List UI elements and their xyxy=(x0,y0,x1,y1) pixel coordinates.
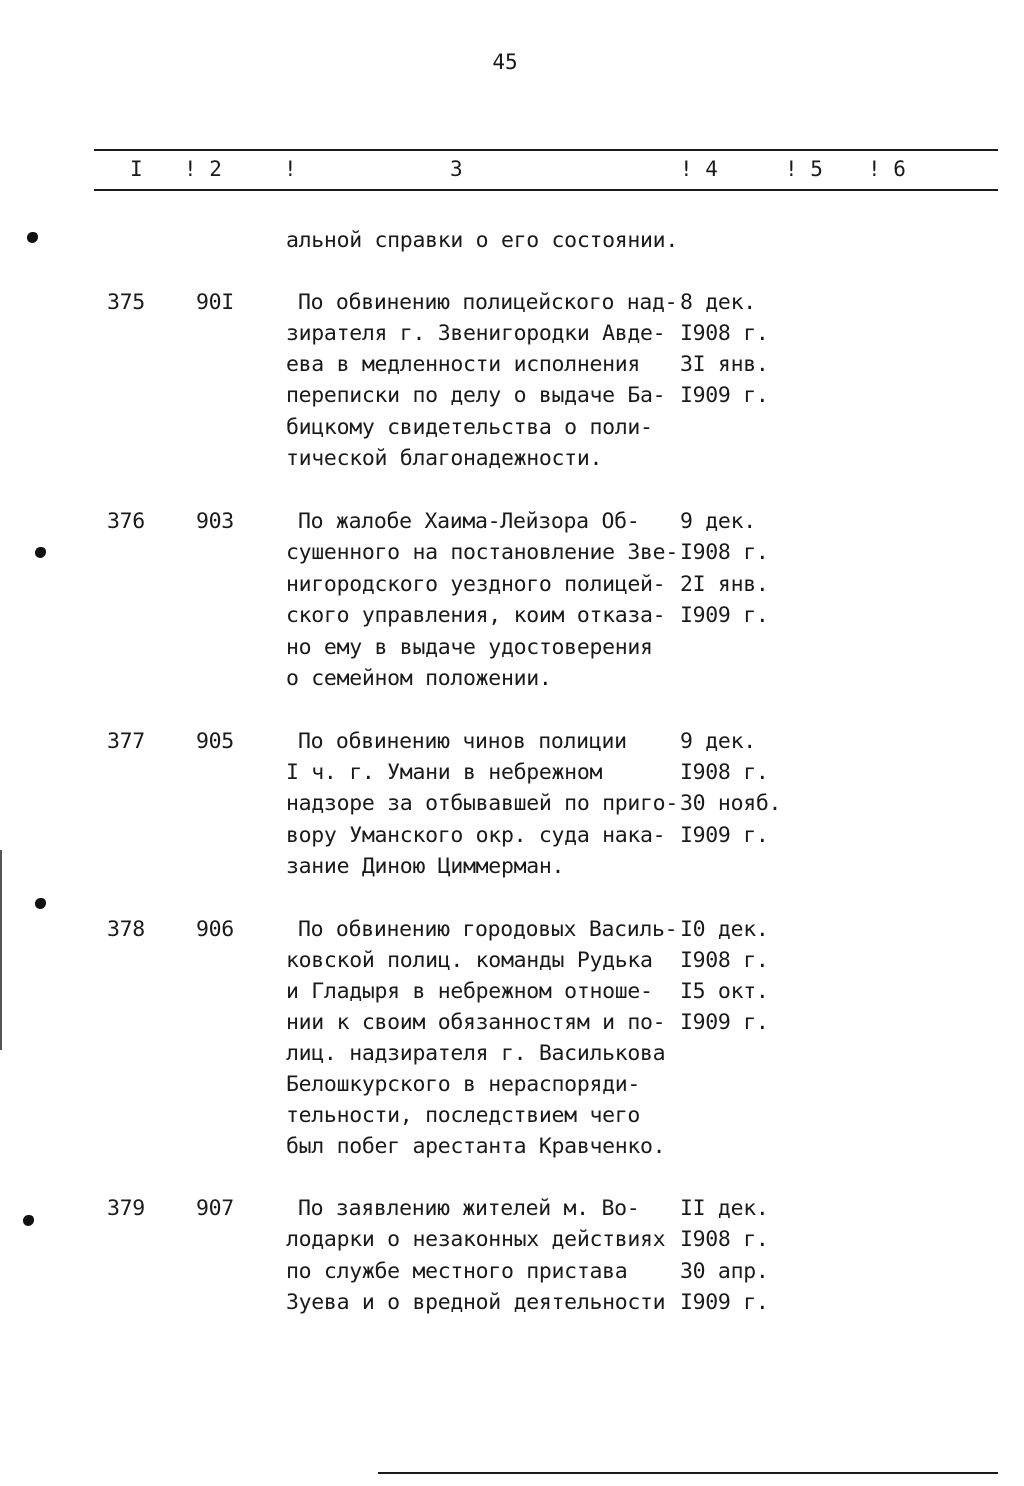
entry-number: 379 xyxy=(107,1196,145,1221)
bottom-rule xyxy=(378,1472,998,1474)
entry-text-line: сушенного на постановление Зве- xyxy=(286,540,678,565)
entry-text-line: лиц. надзирателя г. Василькова xyxy=(286,1041,666,1066)
entry-text-line: и Гладыря в небрежном отноше- xyxy=(286,979,653,1004)
entry-text-line: но ему в выдаче удостоверения xyxy=(286,635,653,660)
continuation-text: альной справки о его состоянии. xyxy=(286,228,678,253)
entry-text-line: Белошкурского в нераспоряди- xyxy=(286,1072,641,1097)
entry-number: 376 xyxy=(107,509,145,534)
entry-number: 375 xyxy=(107,290,145,315)
entry-text-line: переписки по делу о выдаче Ба- xyxy=(286,383,666,408)
header-col-5: ! 5 xyxy=(785,157,823,181)
case-number: 906 xyxy=(196,917,234,942)
entry-text-line: зирателя г. Звенигородки Авде- xyxy=(286,321,666,346)
entry-date: II дек. xyxy=(680,1196,769,1221)
entry-text-line: о семейном положении. xyxy=(286,666,552,691)
entry-text-line: был побег арестанта Кравченко. xyxy=(286,1134,666,1159)
header-col-3-separator: ! xyxy=(284,157,297,181)
punch-hole-mark xyxy=(23,1215,34,1226)
entry-text-line: Зуева и о вредной деятельности xyxy=(286,1290,666,1315)
entry-date: 9 дек. xyxy=(680,509,756,534)
header-col-3: 3 xyxy=(450,157,463,181)
entry-text-line: тической благонадежности. xyxy=(286,446,603,471)
entry-text-line: по службе местного пристава xyxy=(286,1259,628,1284)
header-col-4: ! 4 xyxy=(680,157,718,181)
entry-text-line: тельности, последствием чего xyxy=(286,1103,641,1128)
entry-text-line: По обвинению полицейского над- xyxy=(298,290,678,315)
entry-date: I908 г. xyxy=(680,760,769,785)
entry-date: I908 г. xyxy=(680,540,769,565)
entry-text-line: бицкому свидетельства о поли- xyxy=(286,415,653,440)
header-col-6: ! 6 xyxy=(868,157,906,181)
entry-date: I5 окт. xyxy=(680,979,769,1004)
entry-date: I908 г. xyxy=(680,321,769,346)
case-number: 907 xyxy=(196,1196,234,1221)
entry-date: 30 апр. xyxy=(680,1259,769,1284)
case-number: 90I xyxy=(196,290,234,315)
entry-date: 30 нояб. xyxy=(680,791,782,816)
punch-hole-mark xyxy=(35,547,46,558)
entry-date: 3I янв. xyxy=(680,352,769,377)
entry-text-line: По заявлению жителей м. Во- xyxy=(298,1196,640,1221)
entry-date: I909 г. xyxy=(680,603,769,628)
punch-hole-mark xyxy=(35,898,46,909)
case-number: 903 xyxy=(196,509,234,534)
entry-text-line: По обвинению городовых Василь- xyxy=(298,917,678,942)
entry-text-line: ковской полиц. команды Рудька xyxy=(286,948,653,973)
entry-text-line: лодарки о незаконных действиях xyxy=(286,1227,666,1252)
margin-scan-mark xyxy=(0,850,2,1050)
entry-date: I908 г. xyxy=(680,948,769,973)
entry-date: I909 г. xyxy=(680,383,769,408)
entry-date: I909 г. xyxy=(680,823,769,848)
entry-text-line: надзоре за отбывавшей по приго- xyxy=(286,791,678,816)
entry-text-line: ева в медленности исполнения xyxy=(286,352,641,377)
entry-text-line: По жалобе Хаима-Лейзора Об- xyxy=(298,509,640,534)
entry-date: 2I янв. xyxy=(680,572,769,597)
header-bottom-rule xyxy=(94,189,998,191)
case-number: 905 xyxy=(196,729,234,754)
entry-text-line: зание Диною Циммерман. xyxy=(286,854,565,879)
entry-date: I908 г. xyxy=(680,1227,769,1252)
entry-date: 9 дек. xyxy=(680,729,756,754)
entry-number: 377 xyxy=(107,729,145,754)
entry-text-line: вору Уманского окр. суда нака- xyxy=(286,823,666,848)
page-number: 45 xyxy=(492,50,518,74)
header-col-1: I xyxy=(130,157,143,181)
header-col-2: ! 2 xyxy=(184,157,222,181)
entry-text-line: I ч. г. Умани в небрежном xyxy=(286,760,603,785)
entry-text-line: нигородского уездного полицей- xyxy=(286,572,666,597)
entry-date: 8 дек. xyxy=(680,290,756,315)
entry-number: 378 xyxy=(107,917,145,942)
header-top-rule xyxy=(94,149,998,151)
entry-date: I909 г. xyxy=(680,1290,769,1315)
entry-date: I909 г. xyxy=(680,1010,769,1035)
entry-text-line: ского управления, коим отказа- xyxy=(286,603,666,628)
entry-text-line: нии к своим обязанностям и по- xyxy=(286,1010,666,1035)
entry-date: I0 дек. xyxy=(680,917,769,942)
punch-hole-mark xyxy=(27,232,38,243)
entry-text-line: По обвинению чинов полиции xyxy=(298,729,627,754)
